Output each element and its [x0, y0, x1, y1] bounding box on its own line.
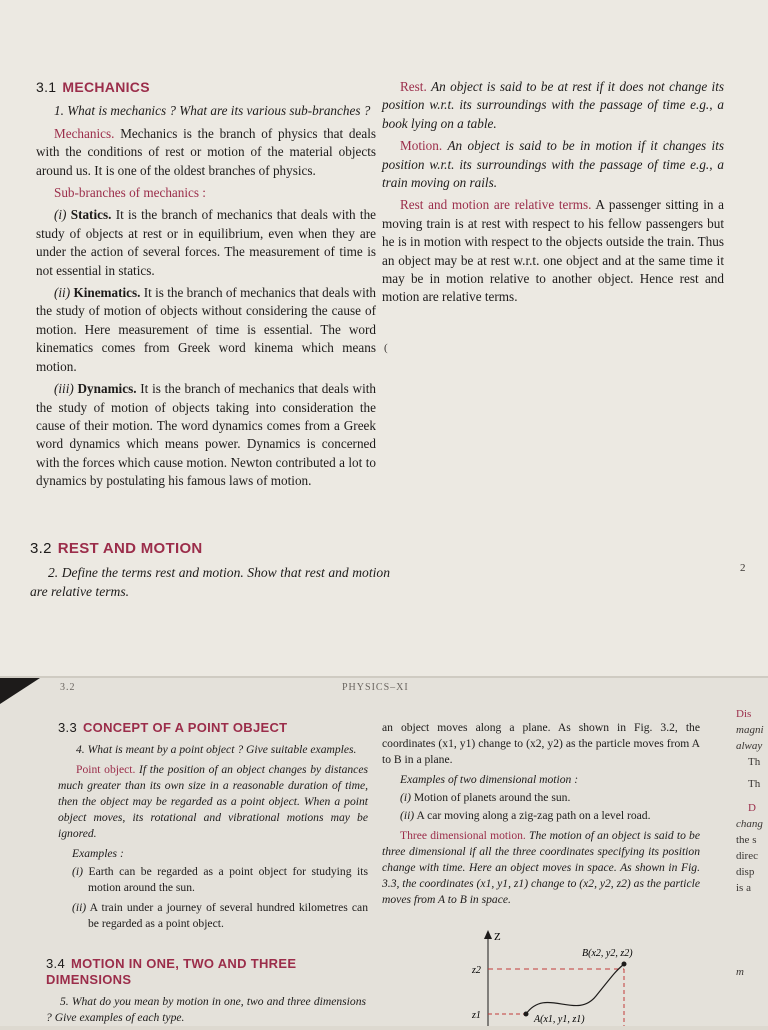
left-column-2	[58, 720, 368, 936]
term-rest: Rest.	[400, 79, 427, 94]
two-d-examples-heading: Examples of two dimensional motion :	[400, 773, 579, 786]
point-b-label: B(x2, y2, z2)	[582, 948, 633, 959]
z-axis-arrow	[484, 930, 492, 939]
right-column-2	[382, 720, 700, 912]
page-bottom	[0, 676, 768, 1026]
kinematics-paragraph: (ii) Kinematics. It is the branch of mechanics that deals with the study of motion of objects without considering the cause of motion. Here measurement of time is essential. The word kinematics comes from Greek word kinema which means motion.	[36, 285, 377, 374]
rest-paragraph: Rest. An object is said to be at rest if it does not change its position w.r.t. its surroundings with the passage of time e.g., a book lying on a table.	[382, 79, 724, 131]
term-relative: Rest and motion are relative terms.	[400, 197, 592, 213]
term-three-d: Three dimensional motion.	[400, 829, 526, 842]
question-2: 2. Define the terms rest and motion. Show that rest and motion are relative terms.	[30, 565, 390, 599]
relative-terms-paragraph: Rest and motion are relative terms. A passenger sitting in a moving train is at rest with respect to his fellow passengers but he is in motion with respect to the objects outside the train. Thus an object may be at rest w.r.t. one object and at the same time it may be in motion relative to another object. Hence rest and motion are relative terms.	[382, 197, 724, 305]
corner-fold	[0, 678, 40, 704]
statics-paragraph: (i) Statics. It is the branch of mechanics that deals with the study of objects at rest or in equilibrium, even when they are under the action of several forces. The measurement of time is not essential in statics.	[36, 207, 377, 278]
particle-path	[526, 964, 624, 1014]
z1-label: z1	[472, 1010, 481, 1021]
motion-paragraph: Motion. An object is said to be in motion if it changes its position w.r.t. its surroundings with the passage of time e.g., a train moving on rails.	[382, 138, 724, 191]
examples-heading: Examples :	[72, 847, 124, 860]
z-axis-label: Z	[494, 931, 501, 943]
term-motion: Motion.	[400, 138, 443, 154]
question-1: 1. What is mechanics ? What are its various sub-branches ?	[54, 103, 371, 119]
z2-label: z2	[472, 965, 481, 976]
right-column	[382, 78, 724, 311]
running-header-section: 3.2	[60, 682, 76, 693]
adjacent-page-edge: Dis magni alway Th Th D chang the s direc disp is a m	[736, 708, 764, 978]
point-a-label: A(x1, y1, z1)	[534, 1014, 585, 1025]
question-5: 5. What do you mean by motion in one, two and three dimensions ? Give examples of each type.	[46, 995, 366, 1024]
section-heading-3-4: 3.4 MOTION IN ONE, TWO AND THREE DIMENSIONS	[46, 956, 297, 987]
two-d-example-1: (i) Motion of planets around the sun.	[400, 791, 571, 804]
point-object-paragraph: Point object. If the position of an object changes by distances much greater than its own size in a reasonable duration of time, then the object may be regarded as a point object. When a point object moves, its rotational and vibrational motions may be ignored.	[58, 763, 368, 840]
left-column	[36, 78, 376, 495]
section-heading-3-1: 3.1 MECHANICS	[36, 79, 150, 95]
two-d-paragraph: an object moves along a plane. As shown in Fig. 3.2, the coordinates (x1, y1) change to (x2, y2) as the particle moves from A to B in a plane.	[382, 721, 700, 766]
term-point-object: Point object.	[76, 763, 136, 776]
section-3-4	[46, 956, 366, 1030]
example-1: (i) Earth can be regarded as a point object for studying its motion around the sun.	[72, 865, 368, 894]
figure-3-3	[466, 926, 696, 1026]
point-a	[524, 1012, 529, 1017]
three-d-paragraph: Three dimensional motion. The motion of an object is said to be three dimensional if all the three coordinates specifying its position change with time. Here an object moves in space. As shown in Fig. 3.3, the coordinates (x1, y1, z1) change to (x2, y2, z2) as the particle moves from A to B in space.	[382, 829, 701, 906]
example-2: (ii) A train under a journey of several hundred kilometres can be regarded as a point object.	[72, 901, 368, 930]
page-edge-mark: 2	[740, 562, 746, 574]
two-d-example-2: (ii) A car moving along a zig-zag path on a level road.	[400, 809, 651, 822]
dynamics-paragraph: (iii) Dynamics. It is the branch of mechanics that deals with the study of motion of objects taking into consideration the cause of their motion. The word dynamics comes from a Greek word dynamics which means power. Dynamics is concerned with the forces which cause motion. Newton contributed a lot to dynamics by postulating his famous laws of motion.	[36, 381, 377, 489]
mechanics-paragraph: Mechanics. Mechanics is the branch of physics that deals with the conditions of rest or motion of the material objects around us. It is one of the oldest branches of physics.	[36, 125, 376, 178]
point-b	[622, 962, 627, 967]
stray-mark: (	[384, 342, 388, 354]
section-heading-3-3: 3.3 CONCEPT OF A POINT OBJECT	[58, 720, 288, 735]
running-header-title: PHYSICS–XI	[342, 682, 409, 693]
section-heading-3-2: 3.2 REST AND MOTION	[30, 540, 203, 557]
section-3-2	[30, 540, 390, 605]
subbranches-heading: Sub-branches of mechanics :	[54, 185, 206, 201]
term-mechanics: Mechanics.	[54, 125, 115, 141]
question-4: 4. What is meant by a point object ? Give suitable examples.	[76, 743, 357, 756]
